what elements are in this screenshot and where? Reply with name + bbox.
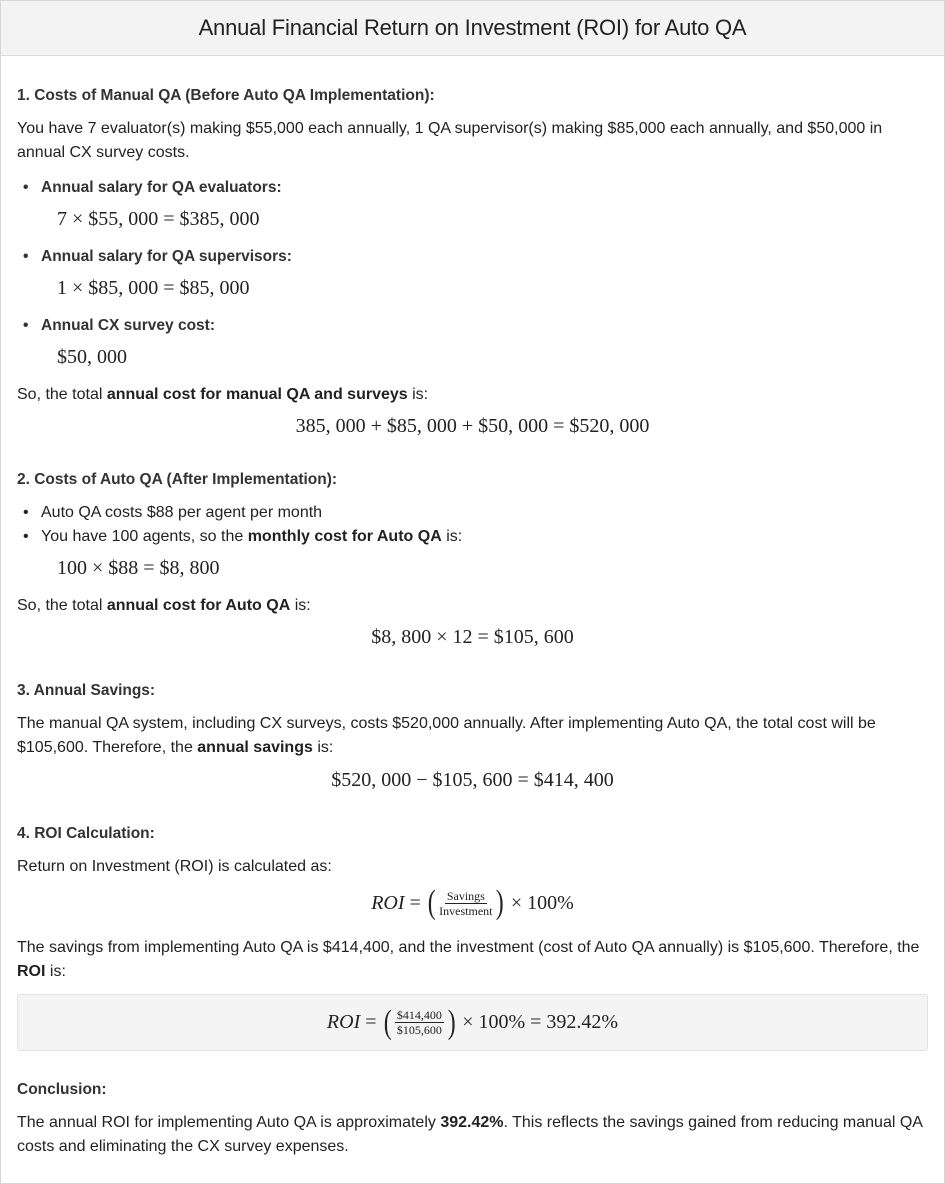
roi-result: × 100% = 392.42%	[462, 1011, 619, 1033]
manual-total-formula: 385, 000 + $85, 000 + $50, 000 = $520, 000	[295, 415, 650, 437]
fraction: $\frac{\text{Savings}}{\text{Investment}}$	[439, 888, 493, 918]
manual-total-text: So, the total annual cost for manual QA and surveys is:	[17, 386, 429, 403]
supervisor-salary-label: • Annual salary for QA supervisors:	[41, 245, 928, 269]
section-1-heading: 1. Costs of Manual QA (Before Auto QA Implementation):	[17, 87, 435, 104]
cx-survey-label: • Annual CX survey cost:	[41, 314, 928, 338]
section-2-heading: 2. Costs of Auto QA (After Implementation):	[17, 471, 338, 488]
supervisor-salary-formula: 1 × $85, 000 = $85, 000	[57, 277, 250, 299]
fraction: $\frac{\$414,400}{\$105,600}$	[396, 1008, 442, 1037]
section-1-intro: You have 7 evaluator(s) making $55,000 each annually, 1 QA supervisor(s) making $85,000 each annually, and $50,000 in annual CX survey costs.	[17, 120, 883, 161]
left-paren: (	[383, 1003, 392, 1041]
section-4-heading: 4. ROI Calculation:	[17, 825, 155, 842]
conclusion-heading: Conclusion:	[17, 1081, 107, 1098]
agents-bullet: • You have 100 agents, so the monthly cost for Auto QA is:	[41, 525, 928, 549]
right-paren: )	[447, 1003, 456, 1041]
roi-formula: ROI = ( $\frac{\text{Savings}}{\text{Investment}}$ ) × 100%	[371, 884, 574, 921]
right-paren: )	[496, 884, 505, 921]
evaluator-salary-formula: 7 × $55, 000 = $385, 000	[57, 208, 260, 230]
roi-intro: Return on Investment (ROI) is calculated as:	[17, 858, 332, 875]
roi-result-box: ROI = ( $\frac{\$414,400}{\$105,600}$ ) × 100% = 392.42%	[17, 994, 928, 1051]
savings-formula: $520, 000 − $105, 600 = $414, 400	[331, 769, 614, 791]
conclusion-text: The annual ROI for implementing Auto QA is approximately 392.42%. This reflects the savings gained from reducing manual QA costs and eliminating the CX survey expenses.	[17, 1114, 923, 1155]
roi-text: The savings from implementing Auto QA is $414,400, and the investment (cost of Auto QA annually) is $105,600. Therefore, the ROI is:	[17, 939, 920, 980]
savings-text: The manual QA system, including CX surveys, costs $520,000 annually. After implementing Auto QA, the total cost will be $105,600. Therefore, the annual savings is:	[17, 715, 876, 756]
page-title: Annual Financial Return on Investment (ROI) for Auto QA	[198, 15, 747, 40]
section-3-heading: 3. Annual Savings:	[17, 682, 156, 699]
evaluator-salary-label: • Annual salary for QA evaluators:	[41, 176, 928, 200]
auto-total-text: So, the total annual cost for Auto QA is:	[17, 597, 311, 614]
cx-survey-formula: $50, 000	[57, 346, 127, 368]
auto-qa-cost-bullet: • Auto QA costs $88 per agent per month	[41, 501, 928, 525]
card-header	[1, 1, 944, 56]
auto-total-formula: $8, 800 × 12 = $105, 600	[371, 626, 574, 648]
monthly-formula: 100 × $88 = $8, 800	[57, 557, 220, 579]
left-paren: (	[427, 884, 436, 921]
